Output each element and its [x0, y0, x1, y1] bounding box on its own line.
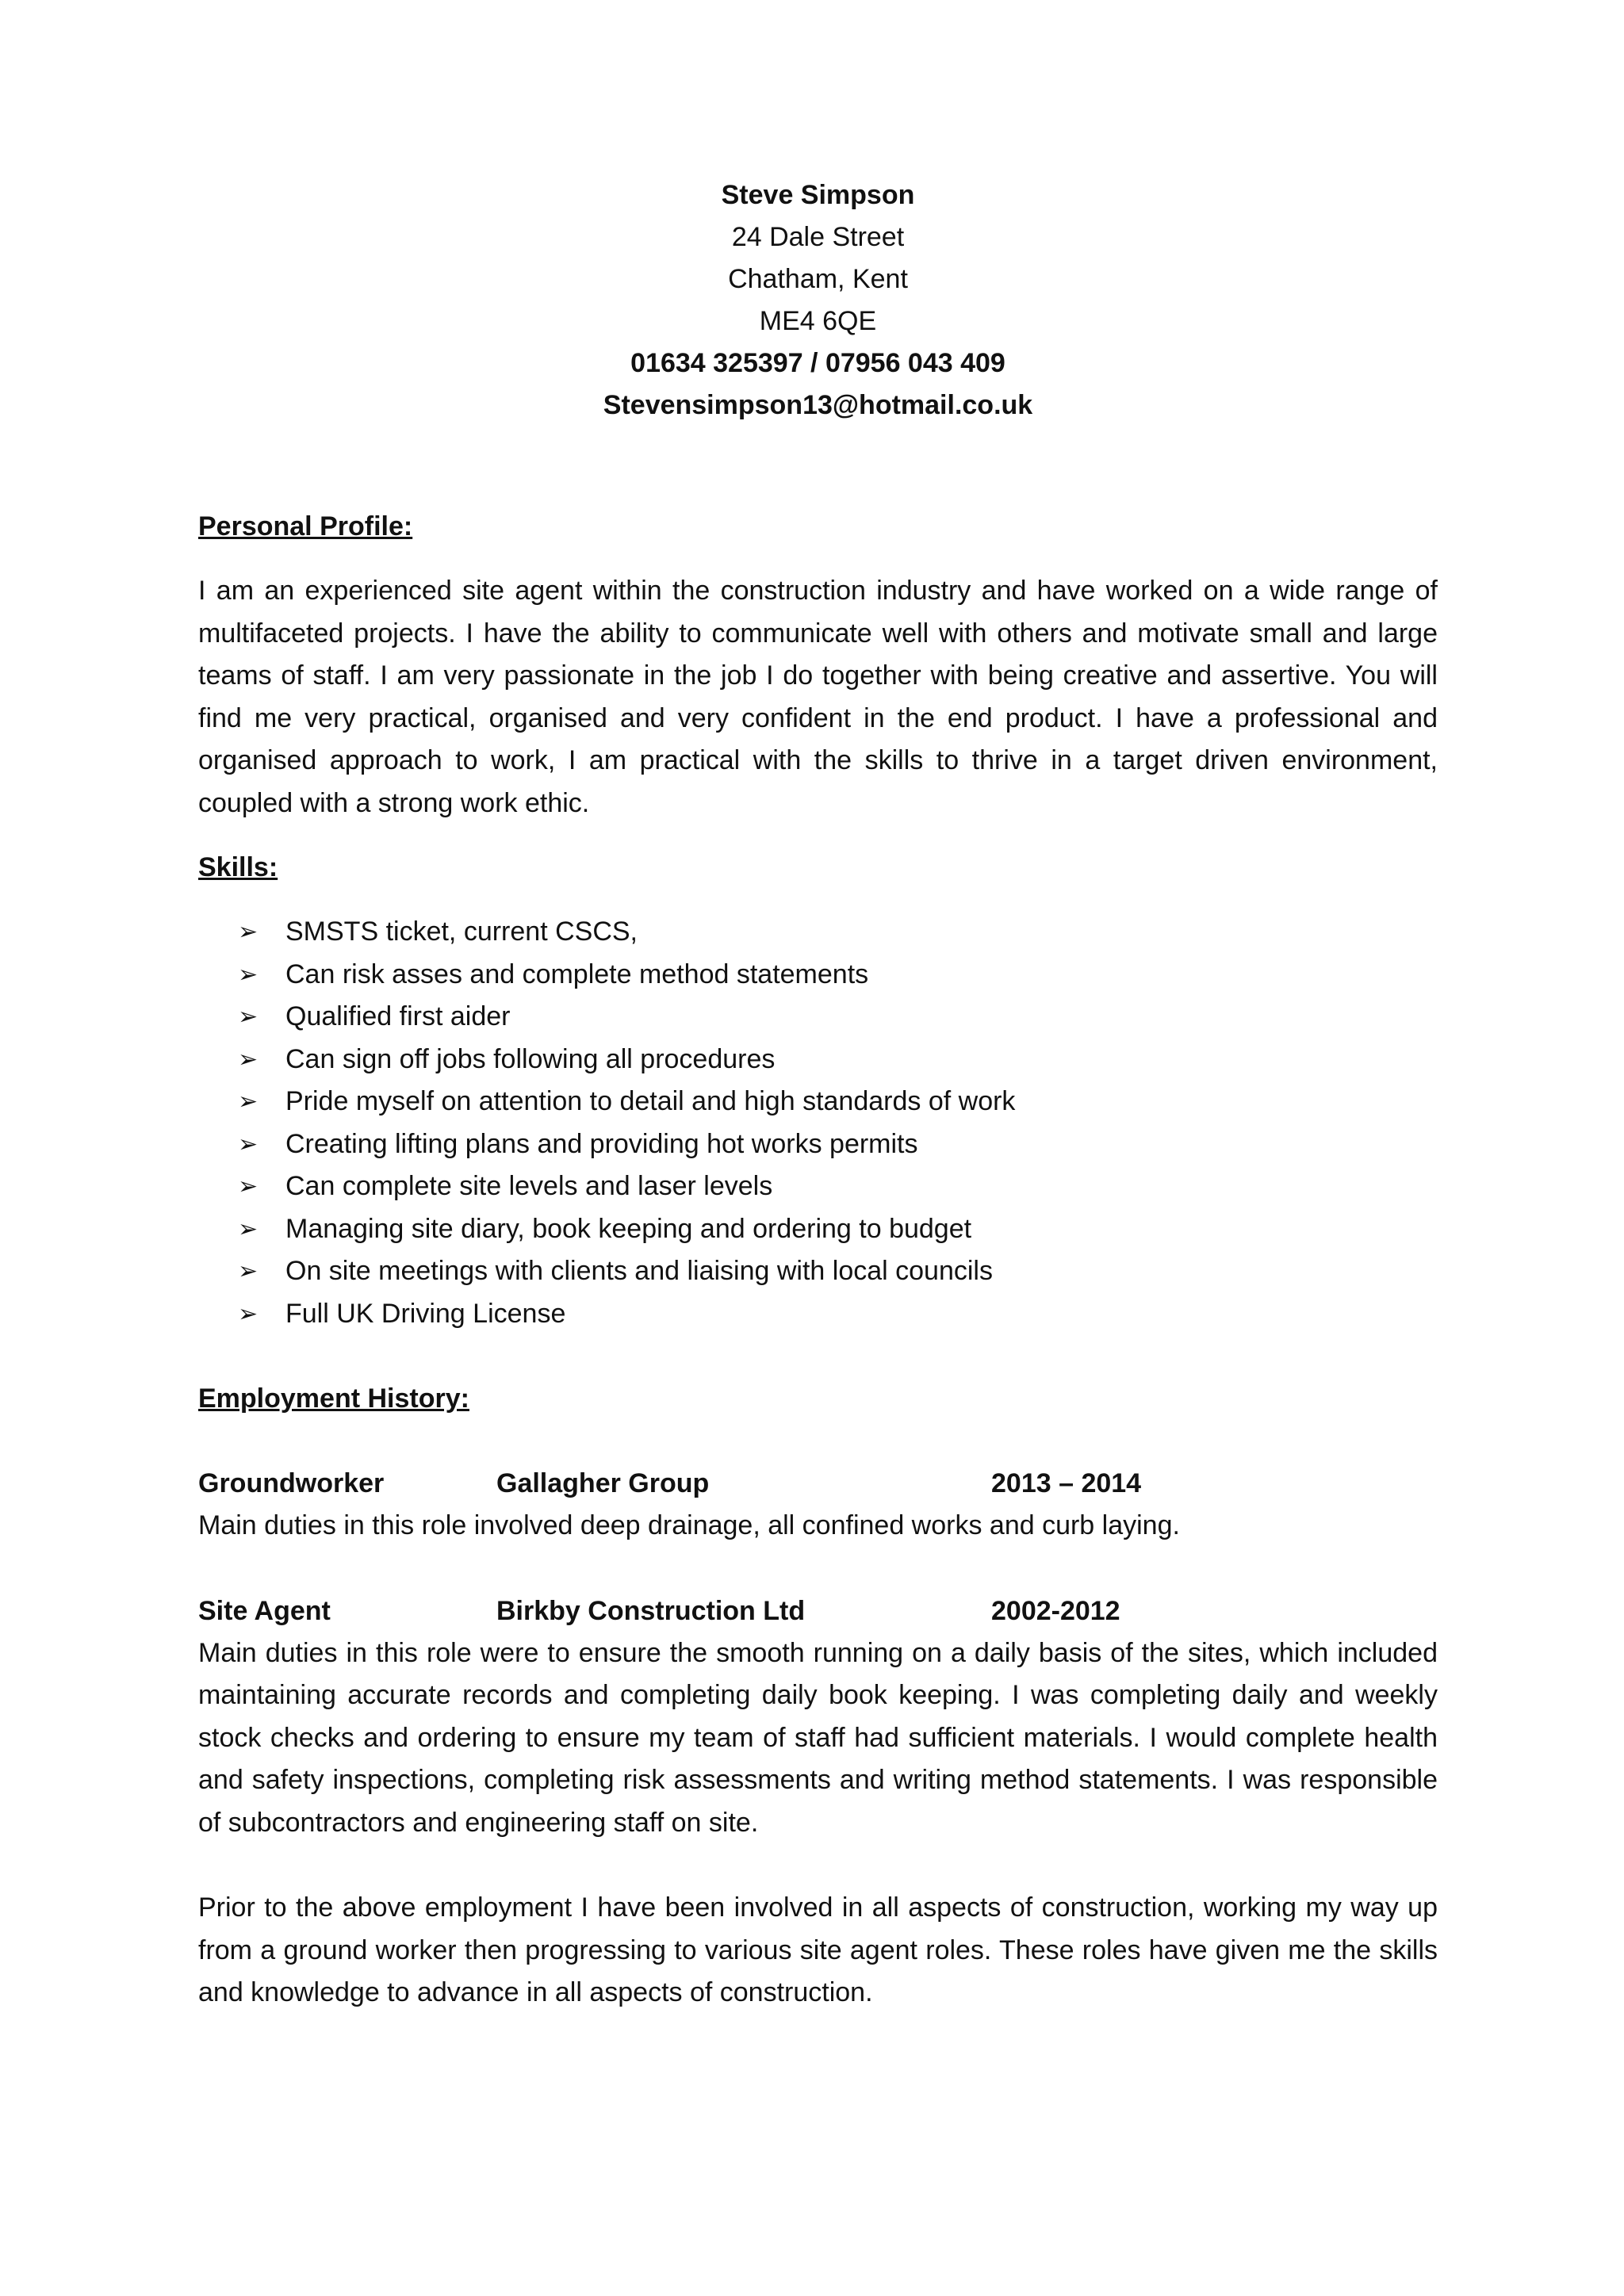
skill-item: ➢ Full UK Driving License	[246, 1293, 1438, 1336]
skill-item: ➢ Can risk asses and complete method statements	[246, 954, 1438, 997]
job-role: Groundworker	[198, 1468, 385, 1498]
arrow-bullet-icon: ➢	[238, 1215, 259, 1242]
candidate-name: Steve Simpson	[721, 180, 915, 210]
cv-header	[198, 174, 1438, 427]
job-role: Site Agent	[198, 1595, 331, 1626]
arrow-bullet-icon: ➢	[238, 1131, 259, 1158]
job-description: Main duties in this role involved deep drainage, all confined works and curb laying.	[198, 1510, 1180, 1540]
job-heading-row	[198, 1590, 1438, 1632]
section-title-profile: Personal Profile:	[198, 511, 413, 541]
skills-list	[198, 911, 1438, 1335]
job-company: Birkby Construction Ltd	[496, 1595, 806, 1626]
skill-item: ➢ Managing site diary, book keeping and ordering to budget	[246, 1208, 1438, 1251]
profile-text: I am an experienced site agent within the construction industry and have worked on a wide range of multifaceted projects. I have the ability to communicate well with others and motivate small and large teams of staff. I am very passionate in the job I do together with being creative and assertive. You will find me very practical, organised and very confident in the end product. I have a professional and organised approach to work, I am practical with the skills to thrive in a target driven environment, coupled with a strong work ethic.	[198, 576, 1438, 818]
arrow-bullet-icon: ➢	[238, 1258, 259, 1284]
cv-page	[198, 174, 1438, 2015]
job-years: 2013 – 2014	[991, 1468, 1142, 1498]
skill-item: ➢ SMSTS ticket, current CSCS,	[246, 911, 1438, 954]
arrow-bullet-icon: ➢	[238, 919, 259, 945]
skill-item: ➢ On site meetings with clients and liaising with local councils	[246, 1250, 1438, 1293]
arrow-bullet-icon: ➢	[238, 1089, 259, 1115]
phone-numbers: 01634 325397 / 07956 043 409	[630, 348, 1005, 378]
section-title-skills: Skills:	[198, 852, 278, 882]
arrow-bullet-icon: ➢	[238, 1046, 259, 1073]
postcode: ME4 6QE	[759, 306, 877, 336]
arrow-bullet-icon: ➢	[238, 1173, 259, 1200]
employment-summary: Prior to the above employment I have been involved in all aspects of construction, working my way up from a ground worker then progressing to various site agent roles. These roles have given me the skills and knowledge to advance in all aspects of construction.	[198, 1892, 1438, 2007]
job-company: Gallagher Group	[496, 1468, 710, 1498]
email-address: Stevensimpson13@hotmail.co.uk	[603, 390, 1033, 420]
skill-item: ➢ Pride myself on attention to detail and high standards of work	[246, 1081, 1438, 1123]
arrow-bullet-icon: ➢	[238, 961, 259, 988]
job-description: Main duties in this role were to ensure the smooth running on a daily basis of the sites, which included maintaining accurate records and completing daily book keeping. I was completing daily and weekly stock checks and ordering to ensure my team of staff had sufficient materials. I would complete health and safety inspections, completing risk assessments and writing method statements. I was responsible of subcontractors and engineering staff on site.	[198, 1637, 1438, 1838]
arrow-bullet-icon: ➢	[238, 1004, 259, 1030]
skill-item: ➢ Can sign off jobs following all procedures	[246, 1039, 1438, 1081]
arrow-bullet-icon: ➢	[238, 1300, 259, 1327]
skill-item: ➢ Can complete site levels and laser levels	[246, 1165, 1438, 1208]
job-heading-row	[198, 1463, 1438, 1505]
skill-item: ➢ Qualified first aider	[246, 996, 1438, 1039]
address-line-1: 24 Dale Street	[731, 222, 905, 252]
section-title-employment: Employment History:	[198, 1383, 469, 1414]
address-line-2: Chatham, Kent	[728, 264, 908, 294]
job-years: 2002-2012	[991, 1595, 1120, 1626]
skill-item: ➢ Creating lifting plans and providing hot works permits	[246, 1123, 1438, 1166]
